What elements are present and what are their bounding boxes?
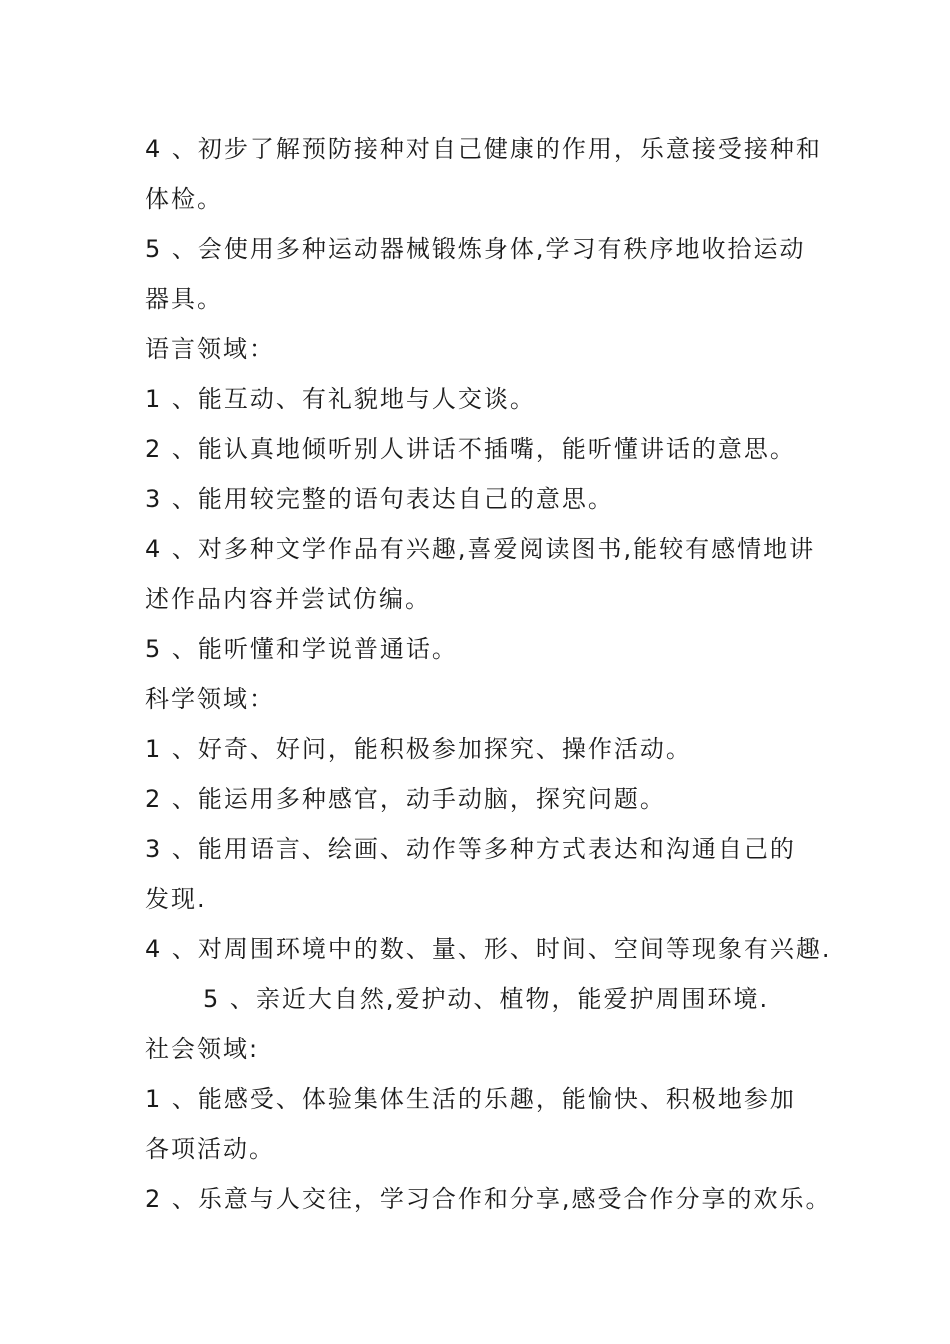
text-line: 3 、能用较完整的语句表达自己的意思。	[145, 485, 614, 513]
text-line: 5 、能听懂和学说普通话。	[145, 635, 458, 663]
text-line: 器具。	[145, 285, 223, 313]
text-line: 2 、能运用多种感官，动手动脑，探究问题。	[145, 785, 666, 813]
text-line: 5 、亲近大自然,爱护动、植物，能爱护周围环境.	[203, 985, 770, 1013]
text-line: 发现.	[145, 885, 207, 913]
text-line: 1 、好奇、好问，能积极参加探究、操作活动。	[145, 735, 692, 763]
text-line: 3 、能用语言、绘画、动作等多种方式表达和沟通自己的	[145, 835, 796, 863]
section-heading: 科学领域：	[145, 685, 275, 713]
text-line: 1 、能互动、有礼貌地与人交谈。	[145, 385, 536, 413]
text-line: 5 、会使用多种运动器械锻炼身体,学习有秩序地收拾运动	[145, 235, 806, 263]
section-heading: 社会领域:	[145, 1035, 260, 1063]
text-line: 述作品内容并尝试仿编。	[145, 585, 431, 613]
section-heading: 语言领域：	[145, 335, 275, 363]
text-line: 各项活动。	[145, 1135, 275, 1163]
text-line: 4 、初步了解预防接种对自己健康的作用，乐意接受接种和	[145, 135, 822, 163]
text-line: 4 、对周围环境中的数、量、形、时间、空间等现象有兴趣.	[145, 935, 832, 963]
text-line: 4 、对多种文学作品有兴趣,喜爱阅读图书,能较有感情地讲	[145, 535, 816, 563]
text-line: 2 、乐意与人交往，学习合作和分享,感受合作分享的欢乐。	[145, 1185, 832, 1213]
text-line: 体检。	[145, 185, 223, 213]
text-line: 1 、能感受、体验集体生活的乐趣，能愉快、积极地参加	[145, 1085, 796, 1113]
text-line: 2 、能认真地倾听别人讲话不插嘴，能听懂讲话的意思。	[145, 435, 796, 463]
